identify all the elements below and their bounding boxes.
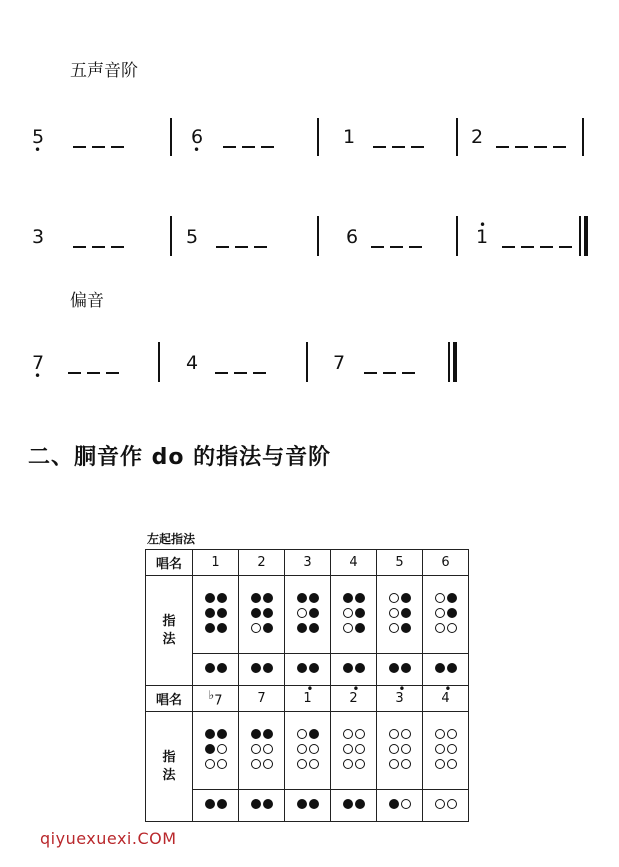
fingering-cell bbox=[331, 712, 377, 790]
upper-note: 1 bbox=[193, 550, 239, 576]
barline bbox=[306, 342, 308, 382]
closed-hole-icon bbox=[263, 799, 273, 809]
open-hole-icon bbox=[263, 759, 273, 769]
bottom-holes bbox=[285, 654, 331, 686]
open-hole-icon bbox=[435, 729, 445, 739]
fingering-cell bbox=[285, 576, 331, 654]
lower-note: • 3 bbox=[377, 686, 423, 712]
open-hole-icon bbox=[401, 744, 411, 754]
upper-note: 4 bbox=[331, 550, 377, 576]
closed-hole-icon bbox=[217, 729, 227, 739]
open-hole-icon bbox=[343, 759, 353, 769]
closed-hole-icon bbox=[343, 799, 353, 809]
fingering-cell bbox=[193, 712, 239, 790]
closed-hole-icon bbox=[217, 663, 227, 673]
bottom-holes bbox=[193, 654, 239, 686]
open-hole-icon bbox=[343, 729, 353, 739]
lower-note: • 4 bbox=[423, 686, 469, 712]
closed-hole-icon bbox=[355, 593, 365, 603]
open-hole-icon bbox=[447, 729, 457, 739]
closed-hole-icon bbox=[205, 623, 215, 633]
open-hole-icon bbox=[297, 744, 307, 754]
final-barline-thick bbox=[584, 216, 588, 256]
open-hole-icon bbox=[343, 608, 353, 618]
fingering-cell bbox=[331, 576, 377, 654]
note: 2 bbox=[471, 126, 484, 148]
scale-row-3 bbox=[28, 350, 488, 390]
scale-row-1 bbox=[28, 124, 588, 164]
closed-hole-icon bbox=[309, 593, 319, 603]
open-hole-icon bbox=[435, 608, 445, 618]
closed-hole-icon bbox=[251, 663, 261, 673]
open-hole-icon bbox=[355, 759, 365, 769]
closed-hole-icon bbox=[309, 663, 319, 673]
closed-hole-icon bbox=[447, 593, 457, 603]
closed-hole-icon bbox=[217, 799, 227, 809]
fingering-cell bbox=[239, 576, 285, 654]
open-hole-icon bbox=[401, 729, 411, 739]
open-hole-icon bbox=[389, 608, 399, 618]
row-header-finger: 指法 bbox=[146, 576, 193, 686]
open-hole-icon bbox=[401, 759, 411, 769]
closed-hole-icon bbox=[355, 663, 365, 673]
open-hole-icon bbox=[435, 593, 445, 603]
open-hole-icon bbox=[205, 759, 215, 769]
final-barline-thin bbox=[579, 216, 581, 256]
closed-hole-icon bbox=[263, 623, 273, 633]
upper-note: 5 bbox=[377, 550, 423, 576]
closed-hole-icon bbox=[297, 799, 307, 809]
closed-hole-icon bbox=[355, 799, 365, 809]
note: 4 bbox=[186, 352, 199, 374]
closed-hole-icon bbox=[263, 593, 273, 603]
open-hole-icon bbox=[309, 759, 319, 769]
open-hole-icon bbox=[251, 744, 261, 754]
open-hole-icon bbox=[297, 729, 307, 739]
open-hole-icon bbox=[389, 729, 399, 739]
bottom-holes bbox=[377, 790, 423, 822]
closed-hole-icon bbox=[309, 729, 319, 739]
closed-hole-icon bbox=[205, 729, 215, 739]
fingering-cell bbox=[377, 712, 423, 790]
open-hole-icon bbox=[435, 799, 445, 809]
row-header-finger: 指法 bbox=[146, 712, 193, 822]
section-heading: 二、胴音作 do 的指法与音阶 bbox=[28, 445, 332, 470]
closed-hole-icon bbox=[309, 608, 319, 618]
section-title-pentatonic: 五声音阶 bbox=[70, 61, 138, 81]
closed-hole-icon bbox=[343, 593, 353, 603]
closed-hole-icon bbox=[263, 608, 273, 618]
scale-row-2 bbox=[28, 224, 598, 264]
barline bbox=[456, 118, 458, 156]
open-hole-icon bbox=[389, 744, 399, 754]
table-caption: 左起指法 bbox=[147, 532, 196, 546]
closed-hole-icon bbox=[355, 623, 365, 633]
open-hole-icon bbox=[447, 623, 457, 633]
bottom-holes bbox=[193, 790, 239, 822]
note: 7 • bbox=[32, 354, 44, 373]
barline bbox=[456, 216, 458, 256]
barline bbox=[317, 118, 319, 156]
fingering-cell bbox=[423, 712, 469, 790]
open-hole-icon bbox=[355, 729, 365, 739]
open-hole-icon bbox=[251, 759, 261, 769]
open-hole-icon bbox=[343, 744, 353, 754]
open-hole-icon bbox=[389, 759, 399, 769]
open-hole-icon bbox=[447, 799, 457, 809]
closed-hole-icon bbox=[297, 593, 307, 603]
closed-hole-icon bbox=[355, 608, 365, 618]
bottom-holes bbox=[239, 654, 285, 686]
open-hole-icon bbox=[389, 593, 399, 603]
note: 6 • bbox=[191, 128, 203, 147]
bottom-holes bbox=[423, 654, 469, 686]
closed-hole-icon bbox=[401, 623, 411, 633]
row-header-sing: 唱名 bbox=[146, 550, 193, 576]
closed-hole-icon bbox=[263, 663, 273, 673]
closed-hole-icon bbox=[297, 663, 307, 673]
barline bbox=[170, 118, 172, 156]
closed-hole-icon bbox=[205, 593, 215, 603]
closed-hole-icon bbox=[205, 608, 215, 618]
flat-sign: ♭ bbox=[208, 688, 215, 703]
closed-hole-icon bbox=[343, 663, 353, 673]
open-hole-icon bbox=[401, 799, 411, 809]
open-hole-icon bbox=[435, 759, 445, 769]
closed-hole-icon bbox=[309, 623, 319, 633]
closed-hole-icon bbox=[389, 663, 399, 673]
closed-hole-icon bbox=[217, 623, 227, 633]
closed-hole-icon bbox=[309, 799, 319, 809]
closed-hole-icon bbox=[401, 608, 411, 618]
lower-note: • 2 bbox=[331, 686, 377, 712]
closed-hole-icon bbox=[263, 729, 273, 739]
closed-hole-icon bbox=[205, 663, 215, 673]
fingering-cell bbox=[239, 712, 285, 790]
closed-hole-icon bbox=[251, 799, 261, 809]
bottom-holes bbox=[331, 654, 377, 686]
lower-note: ♭7 bbox=[193, 686, 239, 712]
lower-note: • 1 bbox=[285, 686, 331, 712]
open-hole-icon bbox=[263, 744, 273, 754]
open-hole-icon bbox=[251, 623, 261, 633]
fingering-cell bbox=[377, 576, 423, 654]
barline bbox=[170, 216, 172, 256]
note: 3 bbox=[32, 226, 45, 248]
open-hole-icon bbox=[389, 623, 399, 633]
row-header-sing: 唱名 bbox=[146, 686, 193, 712]
bottom-holes bbox=[423, 790, 469, 822]
fingering-cell bbox=[193, 576, 239, 654]
lower-note: 7 bbox=[239, 686, 285, 712]
open-hole-icon bbox=[297, 608, 307, 618]
open-hole-icon bbox=[297, 759, 307, 769]
open-hole-icon bbox=[435, 744, 445, 754]
upper-note: 2 bbox=[239, 550, 285, 576]
open-hole-icon bbox=[217, 744, 227, 754]
note: 5 bbox=[186, 226, 199, 248]
open-hole-icon bbox=[309, 744, 319, 754]
note: 7 bbox=[333, 352, 346, 374]
final-barline-thick bbox=[453, 342, 457, 382]
closed-hole-icon bbox=[251, 593, 261, 603]
closed-hole-icon bbox=[251, 608, 261, 618]
closed-hole-icon bbox=[217, 608, 227, 618]
fingering-cell bbox=[423, 576, 469, 654]
upper-note: 3 bbox=[285, 550, 331, 576]
open-hole-icon bbox=[343, 623, 353, 633]
closed-hole-icon bbox=[205, 744, 215, 754]
open-hole-icon bbox=[355, 744, 365, 754]
open-hole-icon bbox=[217, 759, 227, 769]
section-title-partial: 偏音 bbox=[70, 291, 104, 311]
barline bbox=[582, 118, 584, 156]
bottom-holes bbox=[285, 790, 331, 822]
closed-hole-icon bbox=[389, 799, 399, 809]
note: 1 bbox=[343, 126, 356, 148]
bottom-holes bbox=[239, 790, 285, 822]
closed-hole-icon bbox=[251, 729, 261, 739]
open-hole-icon bbox=[447, 759, 457, 769]
barline bbox=[158, 342, 160, 382]
bottom-holes bbox=[331, 790, 377, 822]
closed-hole-icon bbox=[447, 608, 457, 618]
closed-hole-icon bbox=[401, 593, 411, 603]
fingering-cell bbox=[285, 712, 331, 790]
closed-hole-icon bbox=[297, 623, 307, 633]
final-barline-thin bbox=[448, 342, 450, 382]
open-hole-icon bbox=[447, 744, 457, 754]
closed-hole-icon bbox=[217, 593, 227, 603]
barline bbox=[317, 216, 319, 256]
note: • 1 bbox=[476, 228, 488, 247]
open-hole-icon bbox=[435, 623, 445, 633]
closed-hole-icon bbox=[401, 663, 411, 673]
upper-note: 6 bbox=[423, 550, 469, 576]
fingering-table bbox=[145, 549, 469, 822]
watermark: qiyuexuexi.COM bbox=[40, 829, 177, 848]
note: 6 bbox=[346, 226, 359, 248]
note: 5 • bbox=[32, 128, 44, 147]
closed-hole-icon bbox=[435, 663, 445, 673]
bottom-holes bbox=[377, 654, 423, 686]
closed-hole-icon bbox=[205, 799, 215, 809]
closed-hole-icon bbox=[447, 663, 457, 673]
